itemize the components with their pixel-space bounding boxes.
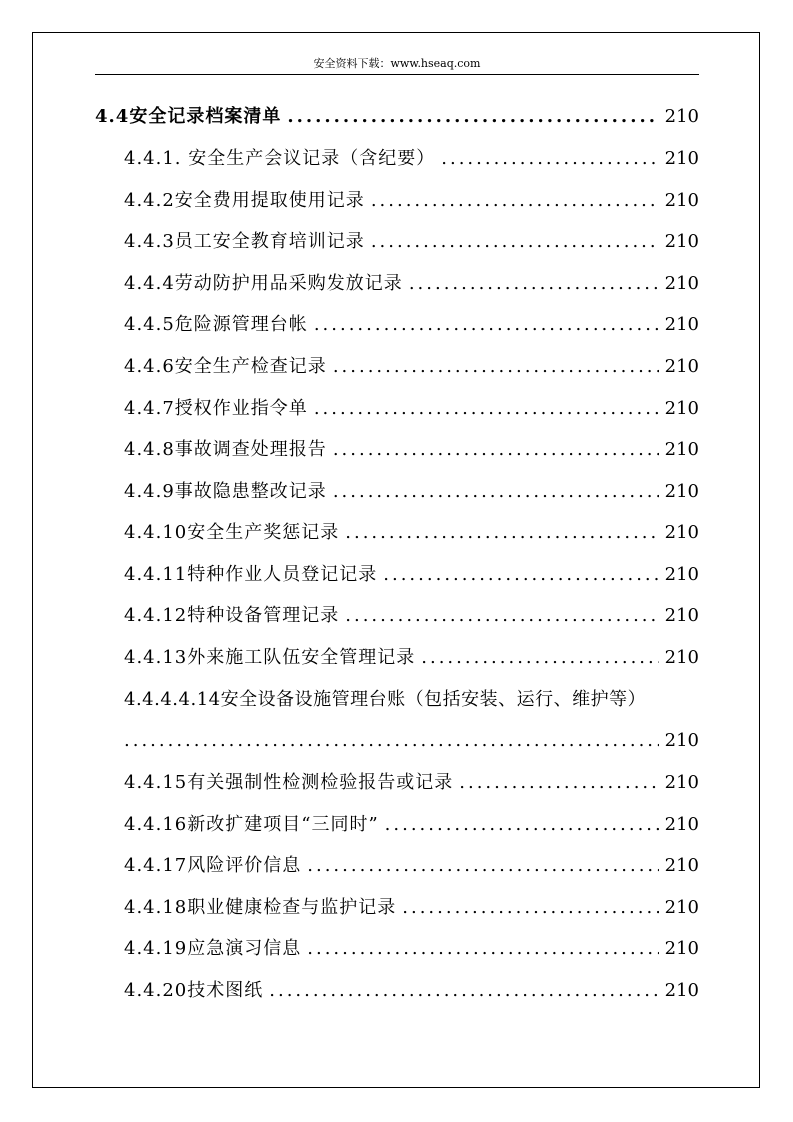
dot-leader bbox=[459, 769, 658, 797]
toc-entry-4-4-12[interactable] bbox=[124, 602, 699, 630]
header-rule bbox=[95, 74, 699, 75]
toc-entry-4-4-1[interactable] bbox=[124, 145, 699, 173]
toc-entry-label: 4.4.12特种设备管理记录 bbox=[124, 605, 340, 626]
dot-leader bbox=[371, 228, 659, 256]
toc-entry-4-4-20[interactable] bbox=[124, 977, 699, 1005]
toc-entry-page: 210 bbox=[664, 273, 699, 294]
toc-entry-label: 4.4.9事故隐患整改记录 bbox=[124, 481, 327, 502]
dot-leader bbox=[307, 935, 658, 963]
toc-entry-label: 4.4.18职业健康检查与监护记录 bbox=[124, 897, 397, 918]
toc-entry-label: 4.4.20技术图纸 bbox=[124, 980, 264, 1001]
toc-entry-4-4-5[interactable] bbox=[124, 311, 699, 339]
toc-entry-4-4-17[interactable] bbox=[124, 852, 699, 880]
toc-entry-4-4-8[interactable] bbox=[124, 436, 699, 464]
toc-entry-page: 210 bbox=[664, 897, 699, 918]
toc-entry-label: 4.4.17风险评价信息 bbox=[124, 855, 302, 876]
toc-entry-4-4-4[interactable] bbox=[124, 270, 699, 298]
dot-leader bbox=[333, 353, 659, 381]
dot-leader bbox=[441, 145, 658, 173]
dot-leader bbox=[314, 395, 659, 423]
toc-entry-label: 4.4.11特种作业人员登记记录 bbox=[124, 564, 378, 585]
toc-entry-4-4-11[interactable] bbox=[124, 561, 699, 589]
dot-leader bbox=[333, 436, 659, 464]
toc-entry-label: 4.4.16新改扩建项目“三同时” bbox=[124, 814, 379, 835]
toc-entry-label: 4.4.4劳动防护用品采购发放记录 bbox=[124, 273, 403, 294]
toc-entry-4-4-14[interactable] bbox=[124, 686, 704, 714]
dot-leader bbox=[383, 561, 658, 589]
toc-entry-4-4-19[interactable] bbox=[124, 935, 699, 963]
toc-entry-label: 4.4.10安全生产奖惩记录 bbox=[124, 522, 340, 543]
toc-entry-4-4-13[interactable] bbox=[124, 644, 699, 672]
toc-entry-page: 210 bbox=[664, 481, 699, 502]
dot-leader bbox=[269, 977, 658, 1005]
toc-entry-4-4-2[interactable] bbox=[124, 187, 699, 215]
toc-entry-label: 4.4.13外来施工队伍安全管理记录 bbox=[124, 647, 416, 668]
toc-entry-page: 210 bbox=[664, 938, 699, 959]
dot-leader bbox=[402, 894, 658, 922]
toc-entry-page: 210 bbox=[664, 231, 699, 252]
dot-leader bbox=[124, 727, 659, 755]
toc-entry-4-4-18[interactable] bbox=[124, 894, 699, 922]
toc-entry-label: 4.4.4.4.14安全设备设施管理台账（包括安装、运行、维护等） bbox=[124, 689, 647, 710]
toc-entry-4-4-16[interactable] bbox=[124, 811, 699, 839]
toc-entry-page: 210 bbox=[664, 980, 699, 1001]
dot-leader bbox=[371, 187, 659, 215]
toc-heading[interactable] bbox=[95, 103, 699, 131]
dot-leader bbox=[333, 478, 659, 506]
toc-entry-page: 210 bbox=[664, 855, 699, 876]
toc-entry-page: 210 bbox=[664, 439, 699, 460]
toc-entry-page: 210 bbox=[664, 356, 699, 377]
dot-leader bbox=[421, 644, 658, 672]
toc-entry-label: 4.4.7授权作业指令单 bbox=[124, 398, 308, 419]
toc-entry-label: 4.4.19应急演习信息 bbox=[124, 938, 302, 959]
toc-entry-4-4-14-continued[interactable] bbox=[124, 727, 699, 755]
toc-entry-page: 210 bbox=[664, 814, 699, 835]
toc-entry-page: 210 bbox=[664, 605, 699, 626]
toc-heading-label: 4.4安全记录档案清单 bbox=[95, 106, 282, 127]
toc-entry-4-4-10[interactable] bbox=[124, 519, 699, 547]
toc-entry-page: 210 bbox=[664, 647, 699, 668]
toc-entry-page: 210 bbox=[664, 398, 699, 419]
toc-entry-4-4-6[interactable] bbox=[124, 353, 699, 381]
toc-entry-page: 210 bbox=[664, 314, 699, 335]
dot-leader bbox=[409, 270, 659, 298]
toc-entry-label: 4.4.3员工安全教育培训记录 bbox=[124, 231, 365, 252]
toc-entry-page: 210 bbox=[664, 190, 699, 211]
toc-entry-label: 4.4.6安全生产检查记录 bbox=[124, 356, 327, 377]
dot-leader bbox=[345, 602, 658, 630]
toc-entry-page: 210 bbox=[664, 564, 699, 585]
toc-entry-label: 4.4.1. 安全生产会议记录（含纪要） bbox=[124, 148, 436, 169]
toc-entry-4-4-7[interactable] bbox=[124, 395, 699, 423]
toc-entry-label: 4.4.2安全费用提取使用记录 bbox=[124, 190, 365, 211]
toc-entry-page: 210 bbox=[664, 730, 699, 751]
toc-heading-page: 210 bbox=[664, 106, 699, 127]
toc-entry-page: 210 bbox=[664, 772, 699, 793]
dot-leader bbox=[345, 519, 658, 547]
toc-entry-label: 4.4.5危险源管理台帐 bbox=[124, 314, 308, 335]
toc-entry-label: 4.4.15有关强制性检测检验报告或记录 bbox=[124, 772, 454, 793]
toc-entry-4-4-9[interactable] bbox=[124, 478, 699, 506]
toc-entry-4-4-15[interactable] bbox=[124, 769, 699, 797]
dot-leader bbox=[307, 852, 658, 880]
page-header: 安全资料下载：www.hseaq.com bbox=[313, 57, 481, 70]
toc-entry-label: 4.4.8事故调查处理报告 bbox=[124, 439, 327, 460]
dot-leader bbox=[314, 311, 659, 339]
dot-leader bbox=[385, 811, 659, 839]
toc-entry-4-4-3[interactable] bbox=[124, 228, 699, 256]
dot-leader bbox=[287, 103, 658, 131]
toc-entry-page: 210 bbox=[664, 148, 699, 169]
toc-entry-page: 210 bbox=[664, 522, 699, 543]
